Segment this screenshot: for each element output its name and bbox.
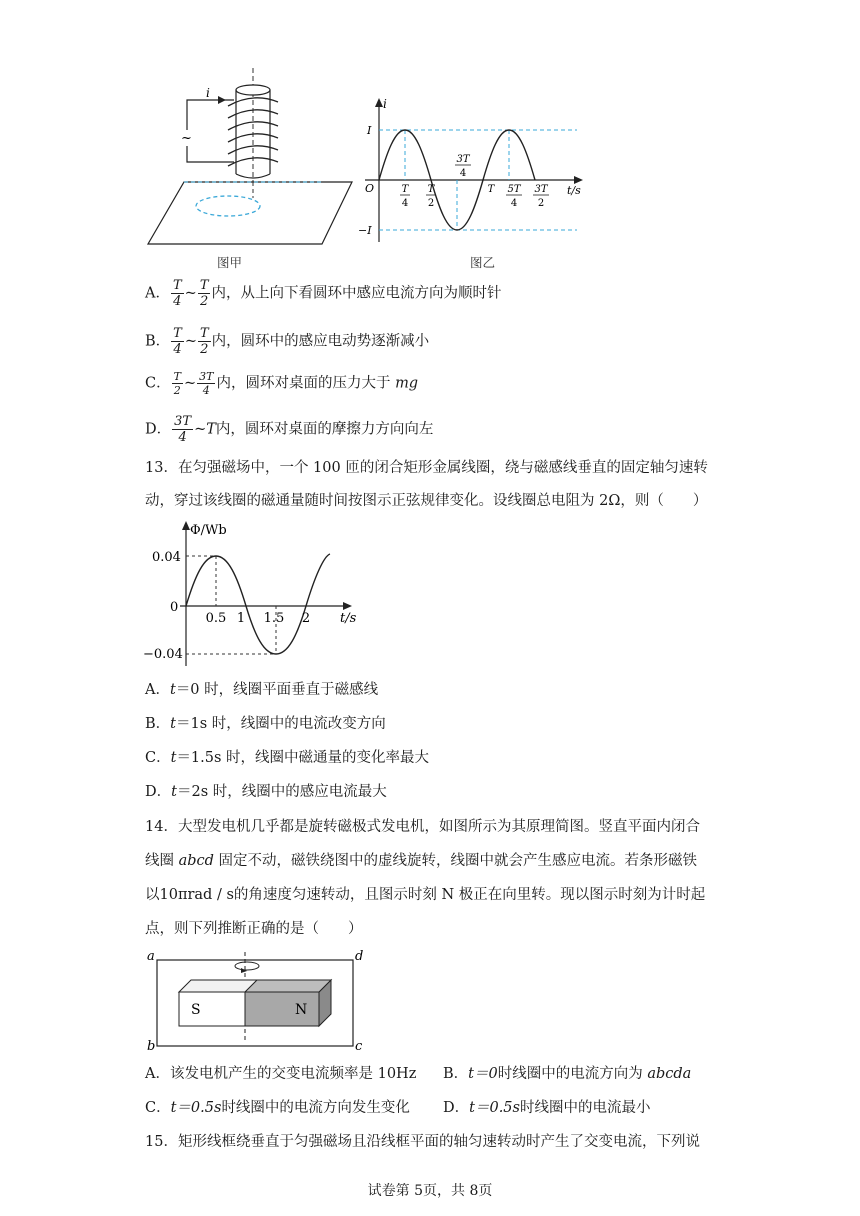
- tick-T4-den: 4: [401, 198, 409, 209]
- q14-stem-line2: 线圈 abcd 固定不动，磁铁绕图中的虚线旋转，线圈中就会产生感应电流。若条形磁铁: [145, 853, 698, 869]
- tick-T2-num: T: [427, 184, 435, 195]
- current-arrow-icon: [218, 96, 226, 104]
- q13-option-d: D．t＝2s 时，线圈中的感应电流最大: [145, 784, 387, 800]
- corner-c: c: [355, 1039, 363, 1054]
- s-pole-label: S: [191, 1002, 201, 1018]
- q12-option-d: D． $\frac{3T}{4}$ ~T内，圆环对桌面的摩擦力方向向左: [145, 414, 434, 445]
- tick-3T2-den: 2: [537, 198, 545, 209]
- level-negI-label: −I: [358, 224, 372, 237]
- tick-T4-num: T: [401, 184, 409, 195]
- q13-ytick-zero: 0: [170, 600, 179, 615]
- q14-option-c: C．t＝0.5s时线圈中的电流方向发生变化: [145, 1100, 410, 1116]
- figure-jia: [140, 62, 360, 262]
- figure-jia-caption: 图甲: [217, 255, 243, 270]
- q13-xtick-1: 1: [236, 611, 246, 626]
- q12-option-c: C． $\frac{T}{2}$ ~ $\frac{3T}{4}$ 内，圆环对桌面的压力大于 mg: [145, 370, 419, 397]
- q13-option-a: A．t＝0 时，线圈平面垂直于磁感线: [145, 682, 379, 698]
- top-wire: [187, 100, 234, 130]
- q14-generator-figure: [145, 946, 365, 1056]
- q13-flux-curve: [186, 554, 330, 654]
- q14-option-a: A．该发电机产生的交变电流频率是 10Hz: [145, 1066, 417, 1082]
- q13-ytick-bottom: −0.04: [143, 647, 183, 662]
- q13-stem-line2: 动，穿过该线圈的磁通量随时间按图示正弦规律变化。设线圈总电阻为 2Ω，则（ ）: [145, 493, 708, 509]
- q13-ytick-top: 0.04: [152, 550, 181, 565]
- q14-stem-line3: 以10πrad / s的角速度匀速转动，且图示时刻 N 极正在向里转。现以图示时刻为计时起: [145, 887, 706, 903]
- q15-stem-line1: 15．矩形线框绕垂直于匀强磁场且沿线框平面的轴匀速转动时产生了交变电流，下列说: [145, 1134, 700, 1150]
- tick-T2-den: 2: [427, 198, 435, 209]
- figure-yi-caption: 图乙: [470, 255, 496, 270]
- origin-label: O: [365, 182, 375, 195]
- corner-a: a: [147, 949, 155, 964]
- table-plane: [148, 182, 352, 244]
- tick-5T4-num: 5T: [507, 184, 521, 195]
- corner-d: d: [355, 949, 364, 964]
- q13-xtick-2: 2: [301, 611, 311, 626]
- corner-b: b: [147, 1039, 156, 1054]
- figure-yi: [355, 96, 595, 246]
- level-I-label: I: [367, 124, 372, 137]
- q13-ylabel: Φ/Wb: [190, 523, 227, 538]
- bottom-wire: [187, 146, 234, 162]
- tick-5T4-den: 4: [510, 198, 518, 209]
- magnet-s-pole: [179, 992, 245, 1026]
- axis-i-label: i: [383, 97, 387, 111]
- q14-option-d: D．t＝0.5s时线圈中的电流最小: [443, 1100, 651, 1116]
- axis-t-label: t/s: [567, 184, 581, 197]
- magnet-n-pole: [245, 992, 319, 1026]
- rotation-arrow-icon: [235, 962, 259, 970]
- q13-xtick-0.5: 0.5: [205, 611, 227, 626]
- current-label: i: [206, 86, 210, 100]
- q14-stem-line1: 14．大型发电机几乎都是旋转磁极式发电机，如图所示为其原理简图。竖直平面内闭合: [145, 819, 700, 835]
- tick-3T4-num: 3T: [456, 154, 470, 165]
- q13-option-c: C．t＝1.5s 时，线圈中磁通量的变化率最大: [145, 750, 430, 766]
- q13-flux-graph: [140, 518, 360, 668]
- q13-stem-line1: 13．在匀强磁场中，一个 100 匝的闭合矩形金属线圈，绕与磁感线垂直的固定轴匀速转: [145, 460, 708, 476]
- q12-option-a: A． $\frac{T}{4}$ ~ $\frac{T}{2}$ 内，从上向下看圆环中感应电流方向为顺时针: [145, 278, 502, 309]
- q12-option-b: B． $\frac{T}{4}$ ~ $\frac{T}{2}$ 内，圆环中的感应电动势逐渐减小: [145, 326, 430, 357]
- tick-3T2-num: 3T: [534, 184, 548, 195]
- ac-source-symbol: ~: [181, 131, 192, 146]
- q14-stem-line4: 点，则下列推断正确的是（ ）: [145, 921, 363, 937]
- tick-T: T: [487, 184, 495, 195]
- tick-3T4-den: 4: [459, 168, 467, 179]
- q13-xtick-1.5: 1.5: [263, 611, 285, 626]
- q13-option-b: B．t＝1s 时，线圈中的电流改变方向: [145, 716, 386, 732]
- q14-option-b: B．t＝0时线圈中的电流方向为 abcda: [443, 1066, 692, 1082]
- n-pole-label: N: [295, 1002, 308, 1018]
- page-footer: 试卷第 5页，共 8页: [367, 1183, 493, 1199]
- q13-xlabel: t/s: [340, 611, 357, 626]
